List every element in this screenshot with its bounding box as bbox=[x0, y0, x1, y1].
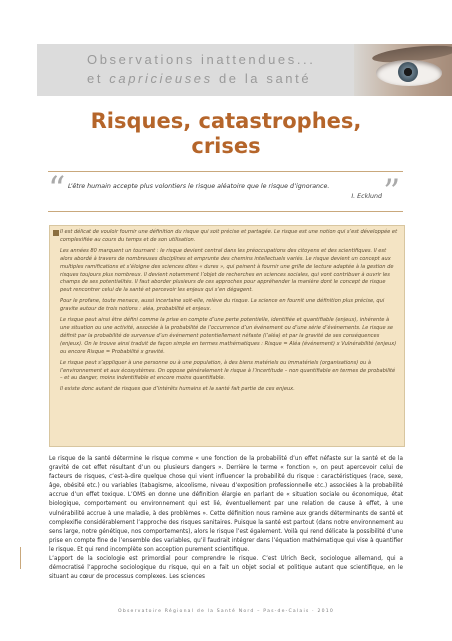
close-quote-mark: ” bbox=[383, 172, 401, 212]
body-paragraph: Le risque de la santé détermine le risque comme « une fonction de la probabilité d’un effet néfaste sur la santé et de la gravité de cet effet résultant d’un ou plusieurs dangers ». Derrière le terme « fonction », on peut apercevoir celui de facteurs de risques, c’est-à-dire quelque chose qui vient influencer la probabilité du risque : caractéristiques (race, sexe, âge, obésité etc.) ou variables (tabagisme, alcoolisme, niveau d’exposition professionnelle etc.) associées à la probabilité accrue d’un effet toxique. L’OMS en donne une définition élargie en parlant de « situation sociale ou économique, état biologique, comportement ou environnement qui est lié, éventuellement par une relation de cause à effet, à une vulnérabilité accrue à une maladie, à des problèmes ». Cette définition nous ramène aux grands déterminants de santé et complexifie considérablement l’approche des risques sanitaires. Puisque la santé est partout (dans notre environnement au sens large, notre génétique, nos comportements), alors le risque l’est également. Voilà qui rend délicate la possibilité d’une prise en compte fine de l’ensemble des variables, qu’il faudrait intégrer dans l’équation mathématique qui vise à quantifier le risque. Et qui rend incomplète son acception purement scientifique. bbox=[49, 456, 403, 553]
open-quote-mark: “ bbox=[48, 169, 66, 209]
eye-photo bbox=[354, 44, 452, 96]
box-paragraph: Le risque peut s’appliquer à une personne ou à une population, à des biens matériels ou immatériels (organisations) ou à l’environnement et aux écosystèmes. On oppose généralement le risque à l’incertitude – non quantifiable en termes de probabilité – et au danger, moins indentifiable et encore moins quantifiable. bbox=[60, 359, 396, 382]
intro-box bbox=[49, 225, 405, 447]
epigraph-author: I. Ecklund bbox=[351, 193, 382, 200]
quote-rule-top bbox=[48, 171, 403, 172]
box-paragraph: Les années 80 marquent un tournant : le risque devient central dans les préoccupations des citoyens et des scientifiques. Il est alors abordé à travers de nombreuses disciplines et emprunte des chemins intellectuels variés. Le risque devient un concept aux multiples ramifications et s’éloigne des sciences dites « dures », qui peinent à fournir une grille de lecture adaptée à la gestion de risques toujours plus nombreux. Il devient notamment l’objet de recherches en sciences sociales, qui vont contribuer à ouvrir les champs de ses potentialités. Il faut aborder plusieurs de ces approches pour appréhender la manière dont le concept de risque peut rencontrer celui de la santé et percevoir les enjeux qui s’en dégagent. bbox=[60, 247, 394, 294]
page-footer: Observatoire Régional de la Santé Nord – Pas-de-Calais · 2010 bbox=[118, 609, 334, 614]
main-body-text bbox=[49, 455, 403, 582]
banner-title-line-2: et capricieuses de la santé bbox=[87, 71, 312, 86]
box-paragraph: Il existe donc autant de risques que d’intérêts humains et la santé fait partie de ces enjeux. bbox=[60, 386, 295, 393]
page-title-line-1: Risques, catastrophes, bbox=[90, 109, 362, 133]
banner-title-line-1: Observations inattendues... bbox=[87, 52, 316, 67]
header-banner bbox=[37, 44, 452, 96]
intro-box-text bbox=[60, 229, 398, 397]
epigraph-quote: L’être humain accepte plus volontiers le risque aléatoire que le risque d’ignorance. bbox=[68, 183, 330, 190]
quote-rule-bottom bbox=[48, 211, 403, 212]
body-paragraph: L’apport de la sociologie est primordial pour comprendre le risque. C’est Ulrich Beck, sociologue allemand, qui a démocratisé l’approche sociologique du risque, qui en a fait un objet social et politique autant que scientifique, en le situant au cœur de processus complexes. Les sciences bbox=[49, 556, 403, 581]
page-title-line-2: crises bbox=[191, 134, 261, 158]
box-paragraph: Il est délicat de vouloir fournir une définition du risque qui soit précise et partagée. Le risque est une notion qui s’est développée et complexifiée au cours du temps et de son utilisation. bbox=[60, 229, 398, 243]
box-paragraph: Le risque peut ainsi être défini comme la prise en compte d’une perte potentielle, identifiée et quantifiable (enjeux), inhérente à une situation ou une activité, associée à la probabilité de l’occurrence d’un événement ou d’une série d’événements. Le risque se définit par la probabilité de survenue d’un événement potentiellement néfaste (l’aléa) et par la gravité de ses conséquences (enjeux). On le trouve ainsi traduit de façon simple en termes mathématiques : Risque = Aléa (événement) x Vulnérabilité (enjeux) ou encore Risque = Probabilité x gravité. bbox=[60, 317, 397, 355]
box-paragraph: Pour le profane, toute menace, aussi incertaine soit-elle, relève du risque. La science en fournit une définition plus précise, qui gravite autour de trois notions : aléa, probabilité et enjeux. bbox=[60, 298, 385, 313]
box-marker bbox=[53, 230, 59, 236]
margin-rule bbox=[20, 547, 21, 569]
